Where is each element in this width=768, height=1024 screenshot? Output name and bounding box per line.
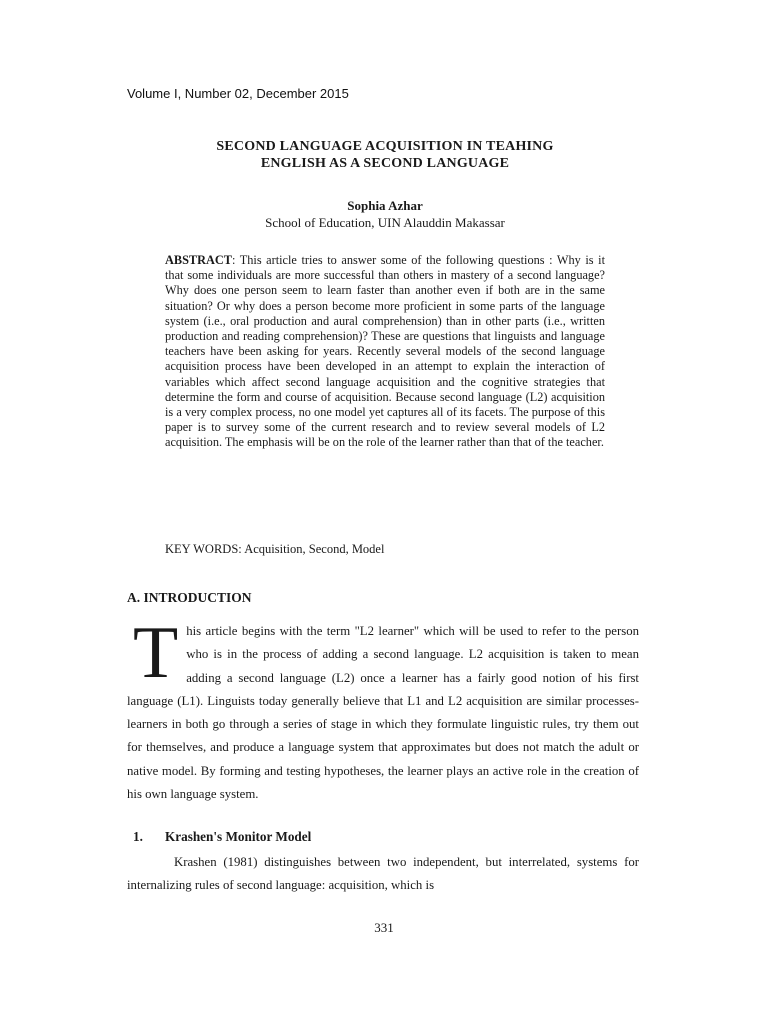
keywords-label: KEY WORDS (165, 542, 239, 556)
page-number: 331 (374, 920, 394, 935)
abstract-text: : This article tries to answer some of the following questions : Why is it that some individuals are more successful than others in mastery of a second language? Why does one person seem to learn faster than another even if both are in the same situation? Or why does a person become more proficient in some parts of the language system (i.e., oral production and aural comprehension) than in other parts (i.e., written production and reading comprehension)? These are questions that linguists and language teachers have been asking for years. Recently several models of the second language acquisition process have been developed in an attempt to explain the interaction of variables which affect second language acquisition and the cognitive strategies that determine the form and course of acquisition. Because second language (L2) acquisition is a very complex process, no one model yet captures all of its facets. The purpose of this paper is to survey some of the current research and to review several models of L2 acquisition. The emphasis will be on the role of the learner rather than that of the teacher. (165, 253, 605, 450)
section-heading-introduction: A. INTRODUCTION (127, 590, 252, 605)
article-title-line-1: SECOND LANGUAGE ACQUISITION IN TEAHING (216, 139, 554, 154)
journal-volume-header: Volume I, Number 02, December 2015 (127, 86, 349, 101)
subsection-heading (133, 829, 311, 845)
abstract-label: ABSTRACT (165, 253, 232, 267)
author-affiliation: School of Education, UIN Alauddin Makassar (265, 215, 505, 230)
drop-cap-letter: T (133, 612, 179, 694)
author-name: Sophia Azhar (347, 198, 423, 213)
keywords-line (165, 542, 605, 557)
introduction-paragraph (127, 612, 639, 806)
subsection-number: 1. (133, 829, 143, 844)
abstract-block (165, 253, 605, 451)
keywords-text: : Acquisition, Second, Model (238, 542, 385, 556)
subsection-title: Krashen's Monitor Model (165, 829, 312, 844)
krashen-paragraph: Krashen (1981) distinguishes between two independent, but interrelated, systems for internalizing rules of second language: acquisition, which is (127, 855, 639, 893)
introduction-text: his article begins with the term "L2 learner" which will be used to refer to the person who is in the process of adding a second language. L2 acquisition is taken to mean adding a second language (L2) once a learner has a fairly good notion of his first language (L1). Linguists today generally believe that L1 and L2 acquisition are similar processes-learners in both go through a series of stage in which they formulate linguistic rules, try them out for themselves, and produce a language system that approximates but does not match the adult or native model. By forming and testing hypotheses, the learner plays an active role in the creation of his own language system. (127, 624, 639, 802)
article-title (130, 138, 640, 172)
article-title-line-2: ENGLISH AS A SECOND LANGUAGE (260, 156, 510, 171)
